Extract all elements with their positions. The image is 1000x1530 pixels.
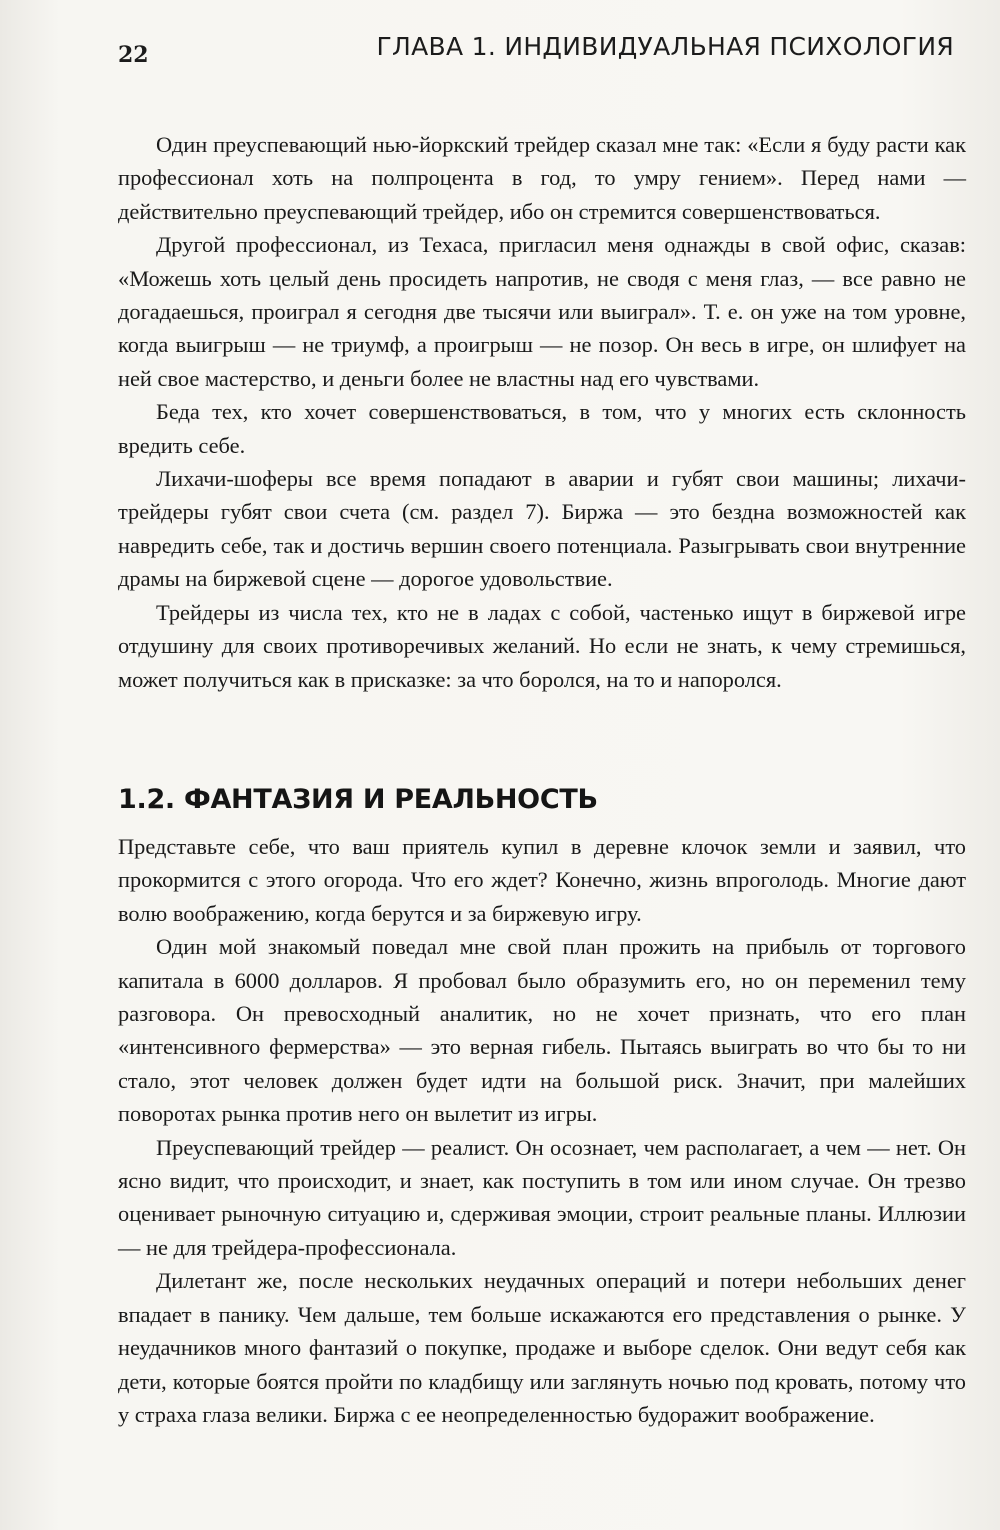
intro-text [118,128,966,696]
paragraph: Беда тех, кто хочет совершенствоваться, в том, что у многих есть склонность вредить себе. [118,399,966,458]
paragraph: Дилетант же, после нескольких неудачных операций и потери небольших денег впадает в панику. Чем дальше, тем больше искажаются его представления о рынке. У неудачников много фантазий о покупке, продаже и выборе сделок. Они ведут себя как дети, которые боятся пройти по кладбищу или заглянуть ночью под кровать, потому что у страха глаза велики. Биржа с ее неопределенностью будоражит воображение. [118,1268,966,1427]
section-heading: 1.2. ФАНТАЗИЯ И РЕАЛЬНОСТЬ [118,784,598,815]
paragraph: Трейдеры из числа тех, кто не в ладах с собой, частенько ищут в биржевой игре отдушину для своих противоречивых желаний. Но если не знать, к чему стремишься, может получиться как в присказке: за что боролся, на то и напоролся. [118,599,966,692]
paragraph: Один мой знакомый поведал мне свой план прожить на прибыль от торгового капитала в 6000 долларов. Я пробовал было образумить его, но он переменил тему разговора. Он превосходный аналитик, но не хочет признать, что его план «интенсивного фермерства» — это верная гибель. Пытаясь выиграть во что бы то ни стало, этот человек должен будет идти на большой риск. Значит, при малейших поворотах рынка против него он вылетит из игры. [118,934,966,1127]
paragraph: Один преуспевающий нью-йоркский трейдер сказал мне так: «Если я буду расти как профессионал хоть на полпроцента в год, то умру гением». Перед нами — действительно преуспевающий трейдер, ибо он стремится совершенствоваться. [118,132,966,224]
paragraph: Преуспевающий трейдер — реалист. Он осознает, чем располагает, а чем — нет. Он ясно видит, что происходит, и знает, как поступить в том или ином случае. Он трезво оценивает рыночную ситуацию и, сдерживая эмоции, строит реальные планы. Иллюзии — не для трейдера-профессионала. [118,1134,966,1260]
page-number: 22 [118,42,149,68]
chapter-title: ГЛАВА 1. ИНДИВИДУАЛЬНАЯ ПСИХОЛОГИЯ [376,32,954,61]
paragraph: Другой профессионал, из Техаса, пригласил меня однажды в свой офис, сказав: «Можешь хоть целый день просидеть напротив, не сводя с меня глаз, — все равно не догадаешься, проиграл я сегодня две тысячи или выиграл». Т. е. он уже на том уровне, когда выигрыш — не триумф, а проигрыш — не позор. Он весь в игре, он шлифует на ней свое мастерство, и деньги более не властны над его чувствами. [118,232,966,391]
section-text [118,830,966,1431]
running-head [118,28,954,68]
paragraph: Лихачи-шоферы все время попадают в аварии и губят свои машины; лихачи-трейдеры губят свои счета (см. раздел 7). Биржа — это бездна возможностей как навредить себе, так и достичь вершин своего потенциала. Разыгрывать свои внутренние драмы на биржевой сцене — дорогое удовольствие. [118,466,966,592]
paragraph: Представьте себе, что ваш приятель купил в деревне клочок земли и заявил, что прокормится с этого огорода. Что его ждет? Конечно, жизнь впроголодь. Многие дают волю воображению, когда берутся и за биржевую игру. [118,834,966,926]
